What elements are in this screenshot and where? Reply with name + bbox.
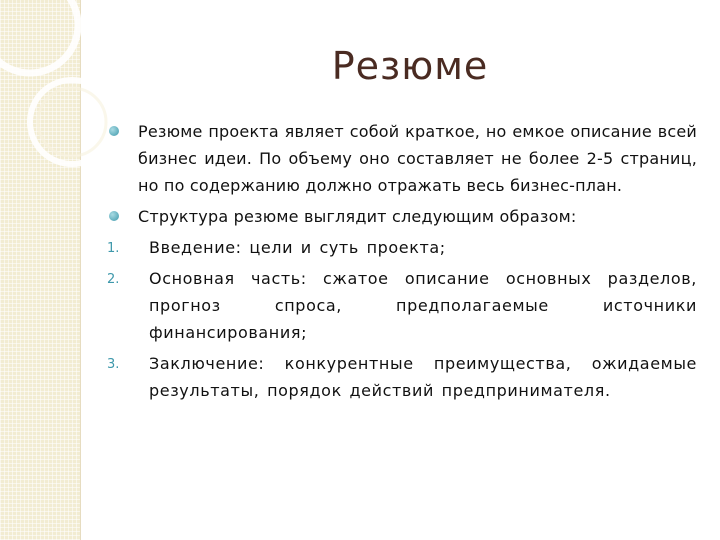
item-number: 1.: [107, 241, 120, 256]
item-number: 2.: [107, 272, 120, 287]
decorative-ring-large: [0, 0, 78, 73]
bullet-dot-icon: [107, 203, 138, 230]
decorative-ring-small: [30, 80, 114, 164]
bullet-item: [107, 203, 697, 234]
bullet-dot-icon: [107, 118, 138, 145]
numbered-text: Введение: цели и суть проекта;: [149, 238, 446, 257]
numbered-item: [107, 265, 697, 350]
numbered-item: [107, 234, 697, 265]
bullet-text: Структура резюме выглядит следующим образом:: [138, 207, 577, 226]
slide-title: Резюме: [331, 44, 489, 88]
numbered-text: Заключение: конкурентные преимущества, ожидаемые результаты, порядок действий предпринимателя.: [149, 354, 697, 400]
bullet-text: Резюме проекта являет собой краткое, но емкое описание всей бизнес идеи. По объему оно составляет не более 2-5 страниц, но по содержанию должно отражать весь бизнес-план.: [138, 122, 697, 195]
decorative-ring-inner: [38, 88, 106, 156]
bullet-item: [107, 118, 697, 203]
numbered-text: Основная часть: сжатое описание основных разделов, прогноз спроса, предполагаемые источники финансирования;: [149, 269, 697, 342]
slide-content: [107, 118, 697, 408]
item-number: 3.: [107, 357, 120, 372]
numbered-item: [107, 350, 697, 408]
